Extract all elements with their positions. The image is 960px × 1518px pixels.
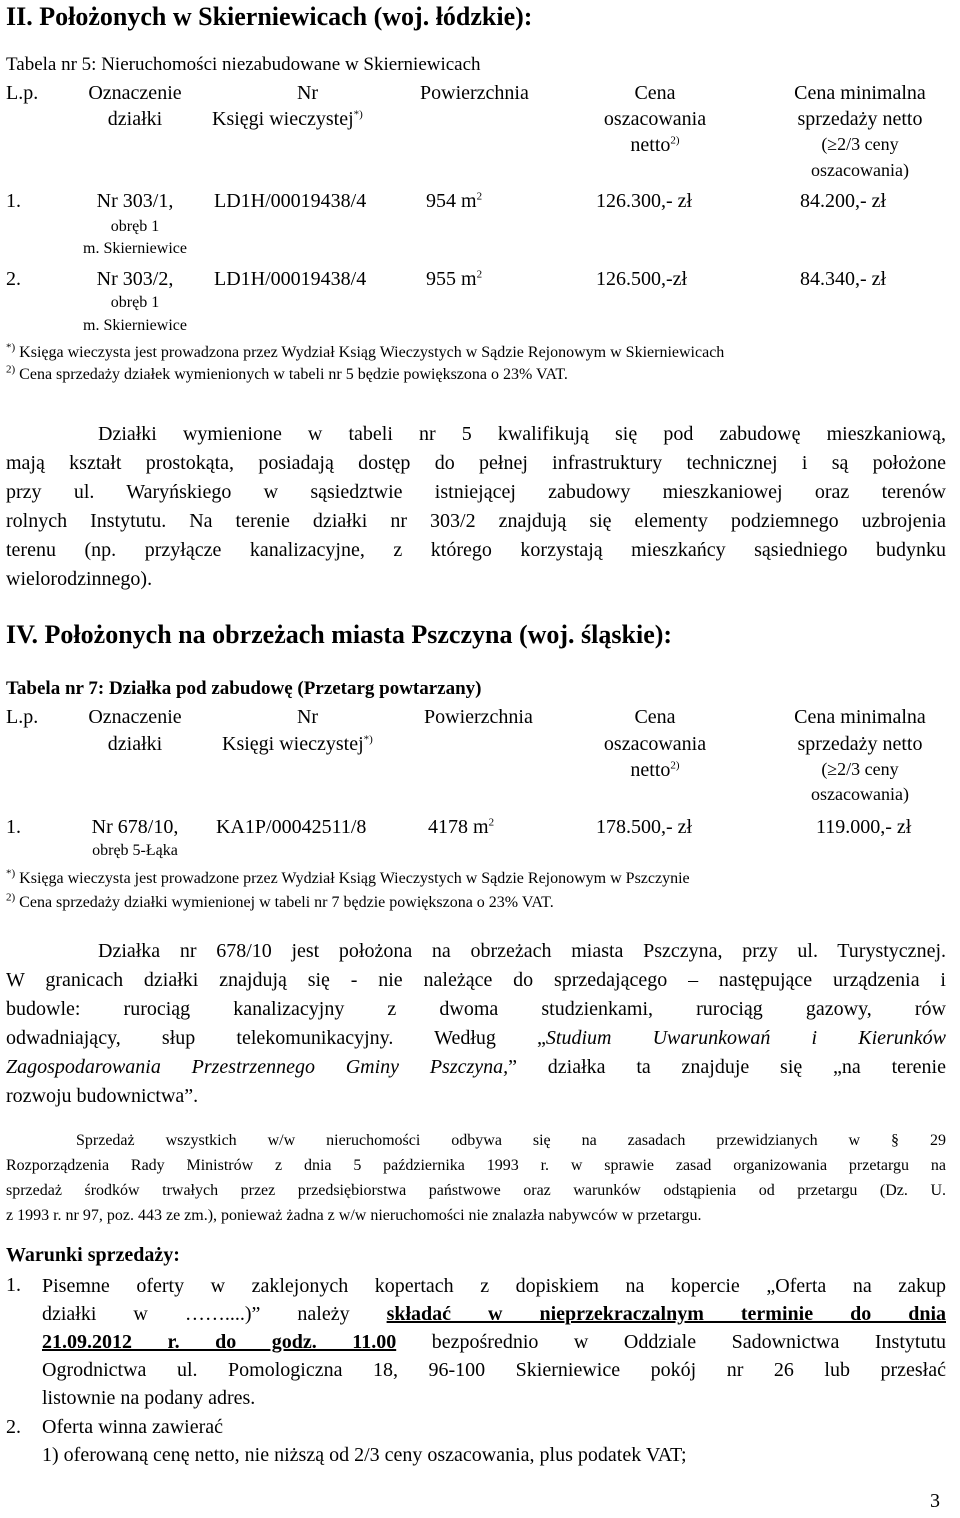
paragraph-line: Działki wymienione w tabeli nr 5 kwalifikują się pod zabudowę mieszkaniową, <box>98 423 946 445</box>
table5-header-netto <box>560 134 750 157</box>
paragraph-pszczyna-description <box>6 937 946 1111</box>
table7-row1-kw: KA1P/00042511/8 <box>216 816 367 838</box>
table7-header-ksiegi <box>222 733 373 756</box>
table7-header-netto <box>560 759 750 782</box>
table5-header-ksiegi-text: Księgi wieczystej <box>212 108 354 130</box>
list-text: działki w ……....)” należy <box>42 1303 350 1325</box>
table5-row2-pow-text: 955 m <box>426 268 477 290</box>
table5-footnote-2-text: Cena sprzedaży działek wymienionych w tabeli nr 5 będzie powiększona o 23% VAT. <box>19 366 568 383</box>
conditions-title: Warunki sprzedaży: <box>6 1244 180 1266</box>
paragraph-line: mają kształt prostokąta, posiadają dostęp do pełnej infrastruktury technicznej i są położone <box>6 452 946 474</box>
table5-header-min1: Cena minimalna <box>794 82 926 104</box>
table5-header-powierzchnia: Powierzchnia <box>420 82 529 104</box>
table5-header-ksiegi <box>212 108 363 131</box>
table7-header-nr: Nr <box>296 706 319 728</box>
table7-header-netto-sup: 2) <box>670 759 680 772</box>
table7-header-min4: oszacowania) <box>811 784 909 804</box>
table7-caption: Tabela nr 7: Działka pod zabudowę (Przetarg powtarzany) <box>6 678 482 699</box>
table5-row2-min: 84.340,- zł <box>800 268 887 290</box>
table5-row2-dz1: Nr 303/2, <box>96 268 174 290</box>
paragraph-text: ” działka ta znajduje się „na terenie <box>508 1056 946 1078</box>
table5-row2-pow <box>426 268 482 291</box>
table5-header-cena: Cena <box>634 82 676 104</box>
list-line <box>42 1328 946 1356</box>
table7-row1-pow-text: 4178 m <box>428 816 489 838</box>
table5-header-oszacowania: oszacowania <box>603 108 707 130</box>
paragraph-legal-basis <box>6 1128 946 1228</box>
table7-row1-cena: 178.500,- zł <box>596 816 693 838</box>
table7-header-dzialki: działki <box>107 733 163 755</box>
table7-header-ksiegi-text: Księgi wieczystej <box>222 733 364 755</box>
list-line <box>42 1300 946 1328</box>
paragraph-table5-description <box>6 420 946 594</box>
table5-header-netto-text: netto <box>630 134 671 156</box>
table5-footnote-2-sup: 2) <box>6 363 16 376</box>
table5-row2-dz3: m. Skierniewice <box>83 317 187 334</box>
table5-header-dzialki: działki <box>107 108 163 130</box>
table5-row2-lp: 2. <box>6 268 21 290</box>
table5-row1-pow <box>426 190 482 213</box>
table5-row1-kw: LD1H/00019438/4 <box>214 190 367 212</box>
paragraph-text: odwadniający, słup telekomunikacyjny. Według „ <box>6 1027 546 1049</box>
list-line: Ogrodnictwa ul. Pomologiczna 18, 96-100 Skierniewice pokój nr 26 lub przesłać <box>42 1359 946 1381</box>
table7-footnote-1 <box>6 867 690 888</box>
paragraph-line: W granicach działki znajdują się - nie należące do sprzedającego – następujące urządzenia i <box>6 969 946 991</box>
table7-footnote-2 <box>6 891 554 912</box>
table7-header-min1: Cena minimalna <box>794 706 926 728</box>
table7-row1-dz2: obręb 5-Łąka <box>92 842 178 859</box>
table7-header-oznaczenie: Oznaczenie <box>88 706 182 728</box>
list-text: bezpośrednio w Oddziale Sadownictwa Instytutu <box>431 1331 947 1353</box>
paragraph-line: Sprzedaż wszystkich w/w nieruchomości odbywa się na zasadach przewidzianych w § 29 <box>76 1132 946 1149</box>
list-line: Pisemne oferty w zaklejonych kopertach z dopiskiem na kopercie „Oferta na zakup <box>42 1275 946 1297</box>
table5-row2-cena: 126.500,-zł <box>596 268 688 290</box>
table5-header-ksiegi-sup: *) <box>353 108 363 121</box>
table5-row2-dz2: obręb 1 <box>110 294 160 311</box>
table7-row1-dz1: Nr 678/10, <box>91 816 179 838</box>
table5-footnote-1-sup: *) <box>6 341 16 354</box>
table7-footnote-1-sup: *) <box>6 867 16 880</box>
deadline-date: 21.09.2012 r. do godz. 11.00 <box>42 1331 397 1353</box>
table7-header-cena: Cena <box>634 706 676 728</box>
table5-row1-dz2: obręb 1 <box>110 218 160 235</box>
deadline-text: składać w nieprzekraczalnym terminie do dnia <box>386 1303 947 1325</box>
table7-header-lp: L.p. <box>6 706 39 728</box>
table5-row2-pow-sup: 2 <box>476 268 483 281</box>
paragraph-line: z 1993 r. nr 97, poz. 443 ze zm.), ponieważ żadna z w/w nieruchomości nie znalazła nabywców w przetargu. <box>6 1207 702 1224</box>
table7-footnote-2-text: Cena sprzedaży działki wymienionej w tabeli nr 7 będzie powiększona o 23% VAT. <box>19 894 554 911</box>
table5-row2-kw: LD1H/00019438/4 <box>214 268 367 290</box>
table5-row1-pow-sup: 2 <box>476 190 483 203</box>
paragraph-line: terenu (np. przyłącze kanalizacyjne, z którego korzystają mieszkańcy sąsiedniego budynku <box>6 539 946 561</box>
table5-caption: Tabela nr 5: Nieruchomości niezabudowane w Skierniewicach <box>6 54 481 75</box>
table5-row1-dz1: Nr 303/1, <box>96 190 174 212</box>
table7-footnote-2-sup: 2) <box>6 891 16 904</box>
paragraph-line: przy ul. Waryńskiego w sąsiedztwie istniejącej zabudowy mieszkaniowej oraz terenów <box>6 481 946 503</box>
table7-footnote-1-text: Księga wieczysta jest prowadzone przez Wydział Ksiąg Wieczystych w Sądzie Rejonowym w Pszczynie <box>19 870 690 887</box>
study-title-part1: Studium Uwarunkowań i Kierunków <box>545 1027 947 1049</box>
conditions-item2: Oferta winna zawierać <box>42 1416 223 1438</box>
table5-header-min2: sprzedaży netto <box>797 108 923 130</box>
paragraph-line <box>6 1053 946 1082</box>
paragraph-line: budowle: rurociąg kanalizacyjny z dwoma studzienkami, rurociąg gazowy, rów <box>6 998 946 1020</box>
conditions-item1 <box>42 1272 946 1412</box>
table5-footnote-1 <box>6 341 725 362</box>
section-title-ii: II. Położonych w Skierniewicach (woj. łódzkie): <box>6 2 533 31</box>
paragraph-line: Rozporządzenia Rady Ministrów z dnia 5 października 1993 r. w sprawie zasad organizowania przetargu na <box>6 1157 946 1174</box>
table5-header-min4: oszacowania) <box>811 160 909 180</box>
paragraph-line: rozwoju budownictwa”. <box>6 1085 199 1107</box>
table7-header-oszacowania: oszacowania <box>603 733 707 755</box>
table5-footnote-1-text: Księga wieczysta jest prowadzona przez Wydział Ksiąg Wieczystych w Sądzie Rejonowym w Skierniewicach <box>19 344 725 361</box>
list-line: listownie na podany adres. <box>42 1387 256 1409</box>
table7-row1-lp: 1. <box>6 816 21 838</box>
table7-row1-pow-sup: 2 <box>488 816 495 829</box>
table5-header-lp: L.p. <box>6 82 39 104</box>
paragraph-line <box>6 1024 946 1053</box>
table5-row1-min: 84.200,- zł <box>800 190 887 212</box>
conditions-item2-number: 2. <box>6 1416 21 1438</box>
table7-header-min3: (≥2/3 ceny <box>821 759 899 779</box>
table7-header-netto-text: netto <box>630 759 671 781</box>
conditions-item1-number: 1. <box>6 1274 21 1296</box>
table5-footnote-2 <box>6 363 568 384</box>
conditions-item2-sub: 1) oferowaną cenę netto, nie niższą od 2/3 ceny oszacowania, plus podatek VAT; <box>42 1444 687 1466</box>
table7-header-min2: sprzedaży netto <box>797 733 923 755</box>
paragraph-line: sprzedaż środków trwałych przez przedsiębiorstwa państwowe oraz warunków odstąpienia od przetargu (Dz. U. <box>6 1182 946 1199</box>
paragraph-line: wielorodzinnego). <box>6 568 153 590</box>
table5-row1-cena: 126.300,- zł <box>596 190 693 212</box>
table5-row1-dz3: m. Skierniewice <box>83 240 187 257</box>
study-title-part2: Zagospodarowania Przestrzennego Gminy Pszczyna, <box>6 1056 509 1078</box>
table7-row1-pow <box>428 816 494 839</box>
page-number: 3 <box>930 1490 940 1512</box>
table5-row1-lp: 1. <box>6 190 21 212</box>
section-title-iv: IV. Położonych na obrzeżach miasta Pszczyna (woj. śląskie): <box>6 620 673 649</box>
table7-header-ksiegi-sup: *) <box>363 733 373 746</box>
paragraph-line: rolnych Instytutu. Na terenie działki nr 303/2 znajdują się elementy podziemnego uzbrojenia <box>6 510 946 532</box>
table7-header-powierzchnia: Powierzchnia <box>424 706 533 728</box>
table7-row1-min: 119.000,- zł <box>816 816 912 838</box>
table5-header-min3: (≥2/3 ceny <box>821 134 899 154</box>
table5-header-nr: Nr <box>296 82 319 104</box>
paragraph-line: Działka nr 678/10 jest położona na obrzeżach miasta Pszczyna, przy ul. Turystycznej. <box>98 940 946 962</box>
table5-header-netto-sup: 2) <box>670 134 680 147</box>
table5-row1-pow-text: 954 m <box>426 190 477 212</box>
table5-header-oznaczenie: Oznaczenie <box>88 82 182 104</box>
